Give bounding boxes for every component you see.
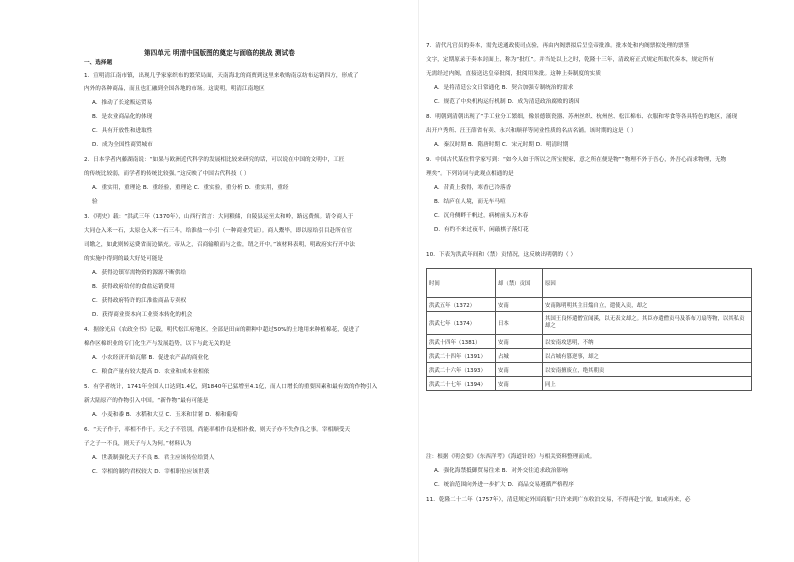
table-row <box>427 349 752 363</box>
question-3-line: 大同仓入米一石，太原仓入米一石三斗，给淮盐一小引（一种商业凭证）。商人鬻毕，即以原给引目赴所在官 <box>84 228 353 234</box>
table-cell: 以占城有篡逆事，却之 <box>543 349 752 363</box>
q7-options-ab: A．是将清廷公文日常通化 B．契合加强专制统治的需求 <box>434 85 574 91</box>
question-3: 3．《明史》载：“洪武三年（1370年），山西行省言：大同粮储，自陵县运至太和岭，路远费烦。请令商人于 <box>84 214 354 220</box>
q1-option-a: A．推动了长途贩运贸易 <box>92 100 153 106</box>
table-cell: 安南 <box>496 363 543 377</box>
q3-option-a: A．获得边镇军需物资的源源不断供给 <box>92 270 187 276</box>
table-cell: 洪武二十四年（1391） <box>427 349 496 363</box>
table-cell: 日本 <box>496 312 543 335</box>
q7-options-cd: C．规范了中央机构运行机制 D．成为清廷政治腐败的诱因 <box>434 99 580 105</box>
q8-options: A．秦汉时期 B．隋唐时期 C．宋元时期 D．明清时期 <box>434 142 569 148</box>
q5-options: A．小麦和黍 B．水稻和大豆 C．玉米和甘薯 D．棉和葡萄 <box>92 412 238 418</box>
table-cell: 同上 <box>543 377 752 391</box>
q1-option-d: D．成为全国性商贸城市 <box>92 142 153 148</box>
q9-option-b: B．结庐在人境，而无车马喧 <box>434 199 506 205</box>
table-cell: 安南陈明明其主日煓自立，遣使入贡，却之 <box>543 298 752 312</box>
table-cell: 洪武七年（1374） <box>427 312 496 335</box>
table-row <box>427 363 752 377</box>
table-cell: 洪武五年（1372） <box>427 298 496 312</box>
question-1: 1．宣明清江南市镇，出现几乎家家织布的繁荣局面，天南海北的商贾到这里来收购南京纺布运销四方，形成了 <box>84 73 359 79</box>
table-row <box>427 377 752 391</box>
table-cell: 洪武二十七年（1394） <box>427 377 496 391</box>
question-1-line: 内外的各种商品，而且也汇融到全国各地的市场。这说明，明清江南地区 <box>84 86 265 92</box>
q3-option-b: B．获得政府给付的食盐运销费用 <box>92 284 175 290</box>
question-9: 9．中国古代某位哲学家写到：“如今人如于所以之所宝便家，意之所在便是物”“物理不外于吾心，外吾心而求物理，无物 <box>426 157 727 163</box>
question-7-line: 文字，定期原录于奏本封面上，称为“批红”。并当处以上之时，乾隆十三年，清政府正式规定所取代奏本，规定所有 <box>426 57 715 63</box>
q9-option-c: C．沉舟侧畔千帆过，病树前头万木春 <box>434 213 529 219</box>
q10-options-ab: A．强化海禁抵御贸易往来 B．对外交往追求政治影响 <box>434 468 568 474</box>
table-cell: 安南 <box>496 335 543 349</box>
table-header-cell: 原因 <box>543 269 752 298</box>
question-5: 5．有学者统计，1741年全国人口达到1.4亿，到1840年已猛增至4.1亿，而人口增长的重要因素和最有效的作物引入 <box>84 384 378 390</box>
tribute-table <box>426 268 752 391</box>
question-2: 2．日本学者内藤湖南说：“如果与欧洲近代科学的发展相比较来研究的话，可以说在中国的文明中，工匠 <box>84 157 345 163</box>
question-6: 6．“天子作于，率相不作于。天之子不管别，尚能率相作良是相扑救，则天子亦不失作良之事。宰相顺受天 <box>84 427 351 433</box>
table-cell: 以安南擅废立，绝其朝贡 <box>543 363 752 377</box>
question-4: 4．据徐光启《农政全书》记载，明代松江府地区，全部是田亩的耕种中超过50%的土地用来种植棉花，促进了 <box>84 327 360 333</box>
question-10: 10．下表为洪武年间和（禁）贡情况，这反映出明朝的（ ） <box>426 252 577 258</box>
q2-options: A．重实用，重理论 B．重经验，重理论 C．重实验，重分析 D．重实用，重经 <box>92 185 289 191</box>
question-8-line: 出开户秀所、汪王薛省有卖、永兴和顺祥等同业性质的名店名铺。该时期的这是（ ） <box>426 128 637 134</box>
q3-option-d: D．获得商业资本向工业资本转化的机会 <box>92 312 193 318</box>
table-header-row <box>427 269 752 298</box>
table-cell: 其国王良怀遣僧宣闻溪，以无表文却之。其臣亦遣僧贡马及茶布刀扇等物，以其私贡却之 <box>543 312 752 335</box>
question-4-line: 棉作区棉织业的专门化生产与发展趋势，以下与此无关的是 <box>84 341 231 347</box>
table-row <box>427 335 752 349</box>
table-cell: 安南 <box>496 377 543 391</box>
question-5-line: 新大陆原产的作物引入中国。“新作物”最有可能是 <box>84 398 209 404</box>
q2-options-wrap: 验 <box>92 199 98 205</box>
question-7: 7．清代凡官员的奏本，需先送通政使司点验，再由内阁票拟后呈皇帝批准。批本处和内阁票拟处理的票签 <box>426 43 690 49</box>
question-7-line: 无需经过内阁，直接送达皇帝批阅，批阅用朱批。这种上奏制度的实质 <box>426 71 601 77</box>
q6-options-cd: C．宰相的制约君权较大 D．宰相职位应该世袭 <box>92 469 210 475</box>
question-8: 8．明朝到清朝出现了“手工业分工繁细，像景德镇瓷器、苏州丝织、杭州丝、松江棉布、衣服和零食等各具特色的地区，涌现 <box>426 114 738 120</box>
table-cell: 占城 <box>496 349 543 363</box>
table-row <box>427 312 752 335</box>
table-cell: 安南 <box>496 298 543 312</box>
question-2-line: 的传统比较弱，而学者的传统比较强。”这反映了中国古代科技（ ） <box>84 171 250 177</box>
column-divider <box>418 0 419 562</box>
q4-options-ab: A．小农经济开始瓦解 B．促进农产品的商业化 <box>92 355 209 361</box>
document-title: 第四单元 明清中国版图的奠定与面临的挑战 测试卷 <box>144 49 295 57</box>
table-note: 注：根据《明会要》《东西洋考》《海道针经》与相关资料整理而成。 <box>426 454 596 460</box>
table-cell: 以安南攻思明，不纳 <box>543 335 752 349</box>
q1-option-c: C．具有开放性和进取性 <box>92 128 153 134</box>
table-row <box>427 298 752 312</box>
q9-option-d: D．有约不来过夜半，闲敲棋子落灯花 <box>434 227 529 233</box>
question-6-line: 子之子一不良，则天子与人为何。”材料认为 <box>84 441 192 447</box>
question-9-line: 理矣”。下列诗词与此观点相通的是 <box>426 171 514 177</box>
question-11: 11．乾隆二十二年（1757年），清廷规定外国商船“只许来到广东收泊交易，不得再赴宁波，如或再来，必 <box>426 497 691 503</box>
table-cell: 洪武十四年（1381） <box>427 335 496 349</box>
q4-options-cd: C．粮食产量有较大提高 D．农业和成本业相依 <box>92 369 210 375</box>
q3-option-c: C．获得政府特许的江淮盐商品专卖权 <box>92 298 187 304</box>
q10-options-cd: C．统治范围向外进一步扩大 D．商品交易遵循严格程序 <box>434 482 574 488</box>
table-header-cell: 时间 <box>427 269 496 298</box>
question-3-line: 司缴之，如此则转运费省而边储充。帝从之，召商输粮而与之盐，谓之开中。”该材料表明，明政府实行开中法 <box>84 242 356 248</box>
table-cell: 洪武二十六年（1393） <box>427 363 496 377</box>
section-heading: 一、选择题 <box>84 60 113 66</box>
table-header-cell: 却（禁）贡国 <box>496 269 543 298</box>
question-3-line: 的实施中得到的最大好处可能是 <box>84 256 164 262</box>
q6-options-ab: A．世袭制强化天子不良 B．君主应该传位给贤人 <box>92 455 215 461</box>
q9-option-a: A．昔黄上我得，寒香已冷落香 <box>434 185 512 191</box>
q1-option-b: B．是农业商品化的体现 <box>92 114 153 120</box>
